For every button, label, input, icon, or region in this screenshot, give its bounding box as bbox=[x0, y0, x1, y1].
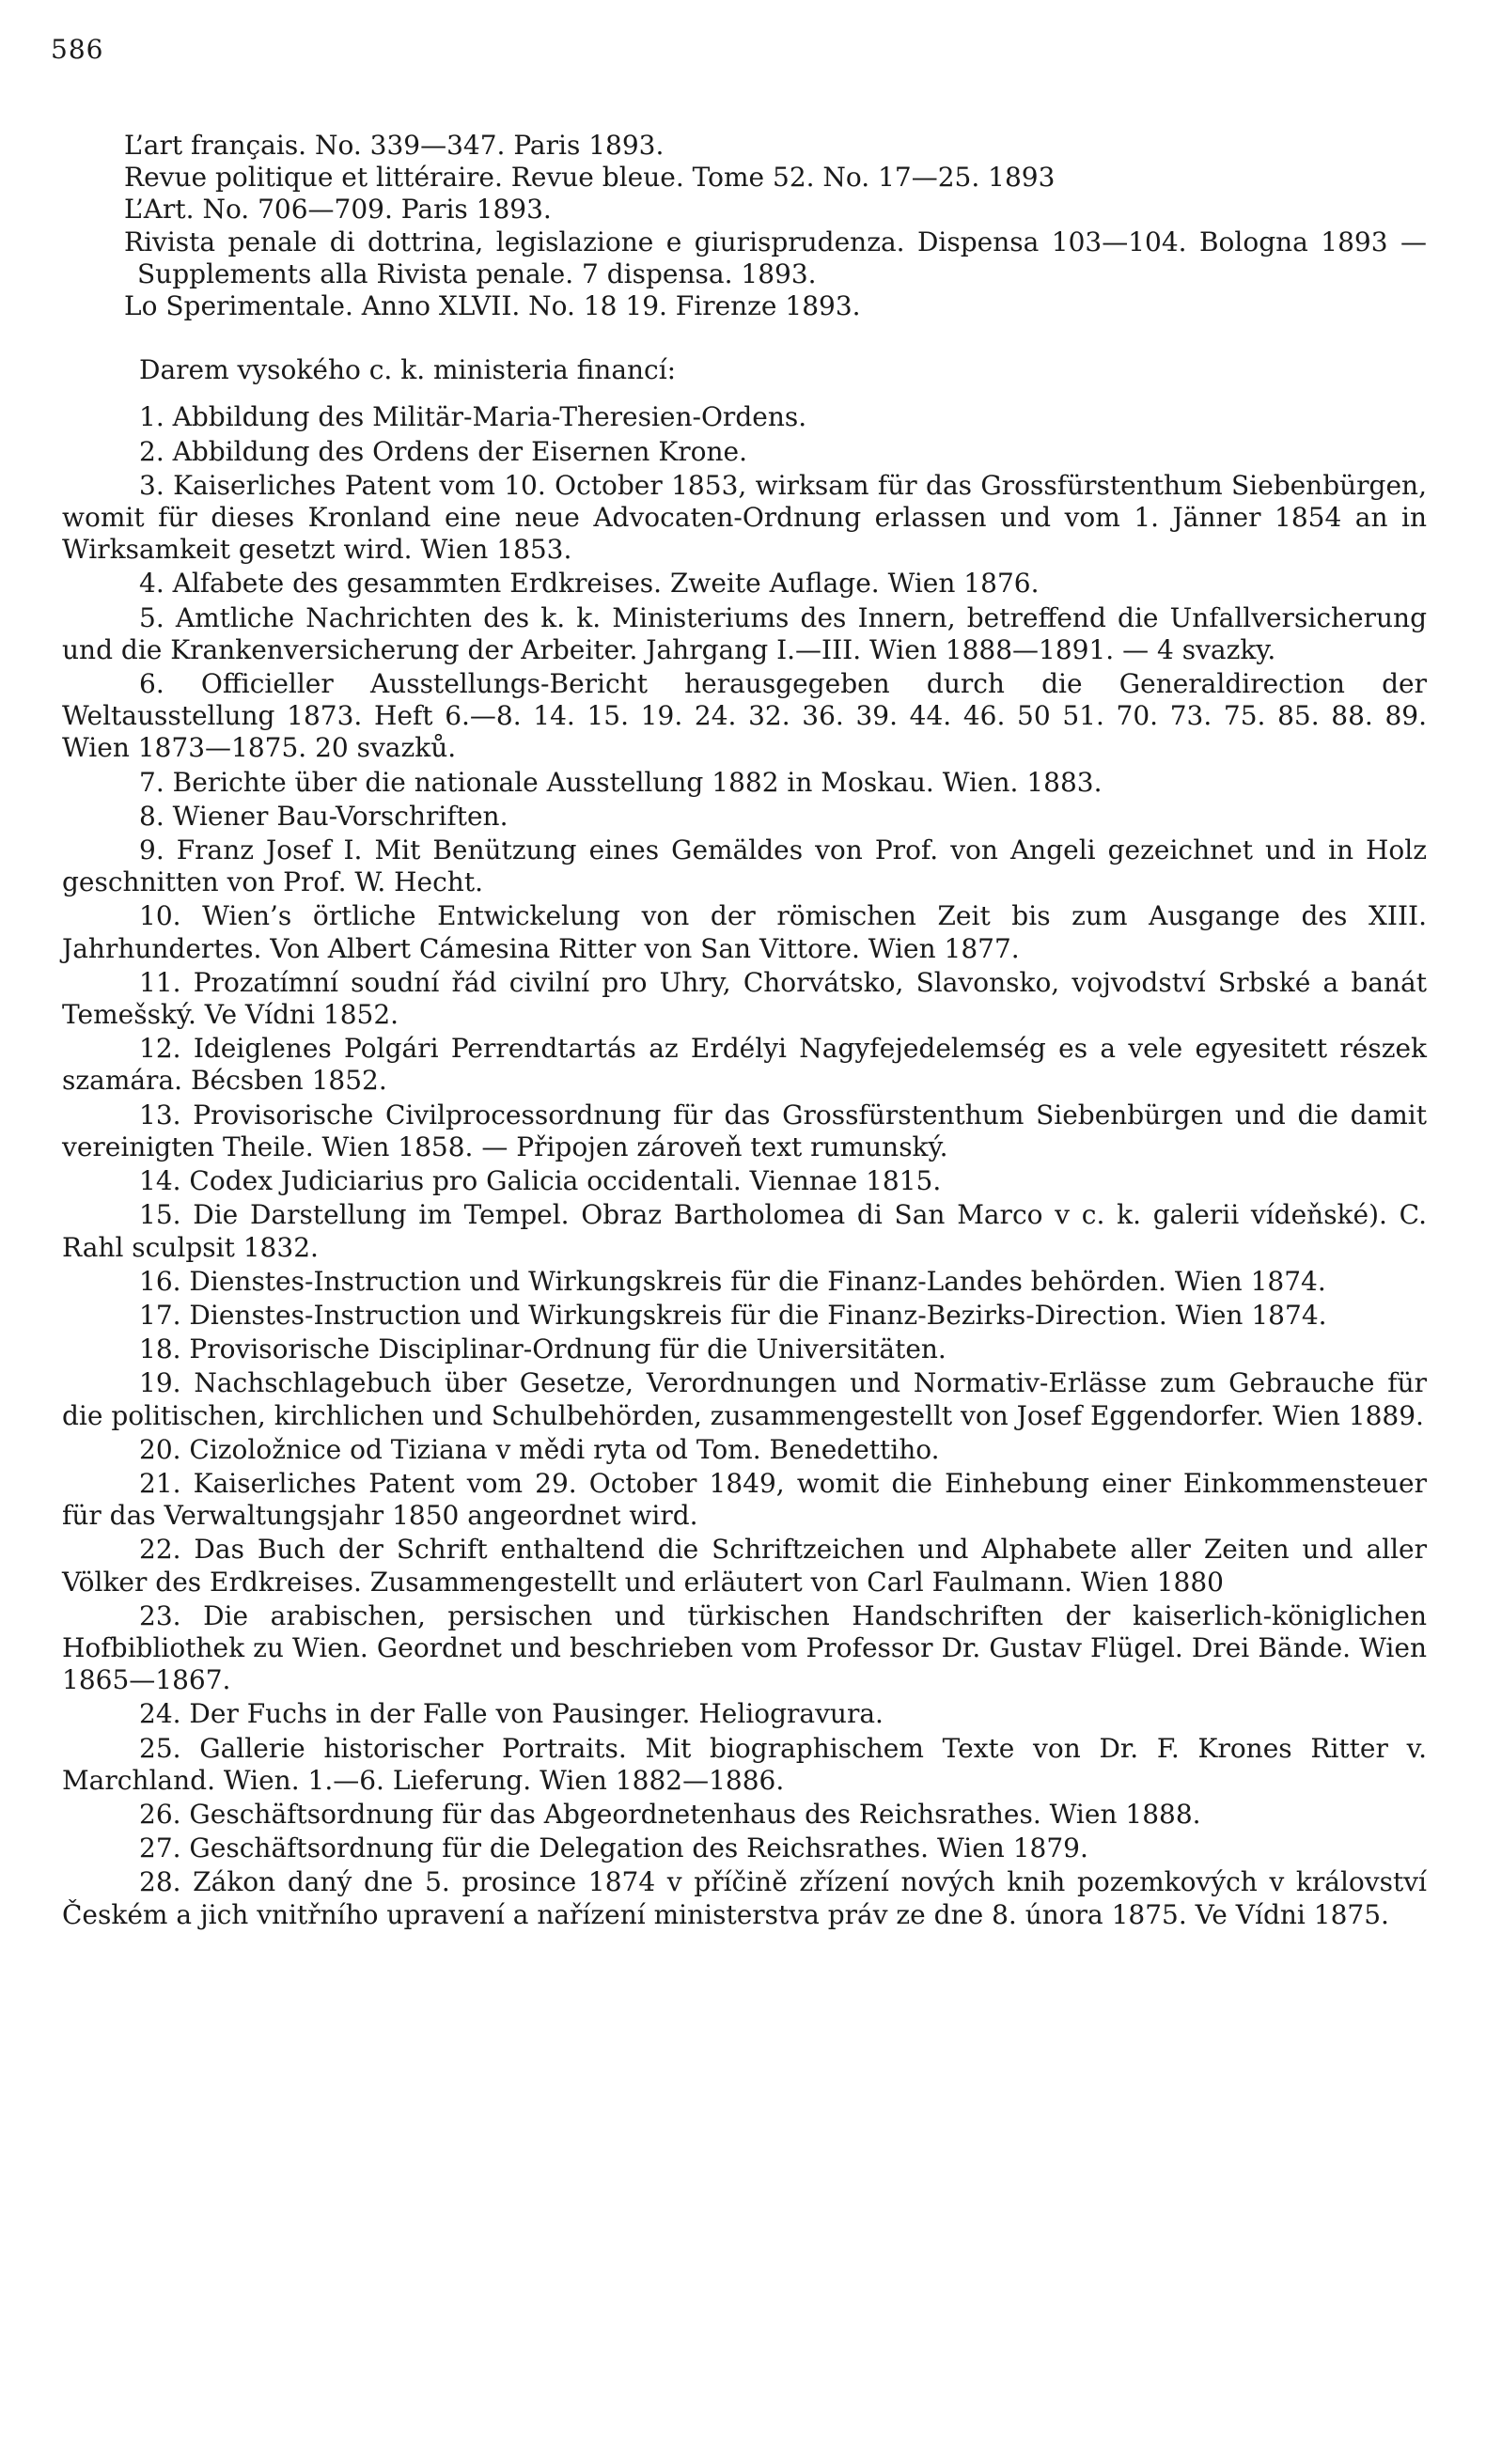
page-number: 586 bbox=[51, 34, 104, 65]
list-item: 16. Dienstes-Instruction und Wirkungskreis für die Finanz-Landes behörden. Wien 1874. bbox=[139, 1265, 1326, 1297]
list-item: 27. Geschäftsordnung für die Delegation des Reichsrathes. Wien 1879. bbox=[139, 1832, 1088, 1864]
donor-heading: Darem vysokého c. k. ministeria financí: bbox=[139, 354, 677, 386]
list-item: 8. Wiener Bau-Vorschriften. bbox=[139, 800, 508, 832]
list-item: 6. Officieller Ausstellungs-Bericht herausgegeben durch die Generaldirection der Weltausstellung 1873. Heft 6.—8. 14. 15. 19. 24. 32. 36. 39. 44. 46. 50 51. 70. 73. 75. 85. 88. 89. Wien 1873—1875. 20 svazků. bbox=[62, 668, 1427, 764]
list-item: 17. Dienstes-Instruction und Wirkungskreis für die Finanz-Bezirks-Direction. Wien 1874. bbox=[139, 1299, 1327, 1331]
page-content bbox=[62, 130, 1427, 1933]
periodical-entry: Lo Sperimentale. Anno XLVII. No. 18 19. Firenze 1893. bbox=[124, 290, 861, 322]
donation-list bbox=[62, 401, 1427, 1930]
list-item: 9. Franz Josef I. Mit Benützung eines Gemäldes von Prof. von Angeli gezeichnet und in Holz geschnitten von Prof. W. Hecht. bbox=[62, 834, 1427, 898]
list-item: 26. Geschäftsordnung für das Abgeordnetenhaus des Reichsrathes. Wien 1888. bbox=[139, 1798, 1201, 1830]
periodical-entry: Rivista penale di dottrina, legislazione e giurisprudenza. Dispensa 103—104. Bologna 1893 — Supplements alla Rivista penale. 7 dispensa. 1893. bbox=[124, 226, 1427, 289]
list-item: 18. Provisorische Disciplinar-Ordnung für die Universitäten. bbox=[139, 1333, 946, 1365]
list-item: 7. Berichte über die nationale Ausstellung 1882 in Moskau. Wien. 1883. bbox=[139, 766, 1103, 798]
list-item: 23. Die arabischen, persischen und türkischen Handschriften der kaiserlich-königlichen Hofbibliothek zu Wien. Geordnet und beschrieben vom Professor Dr. Gustav Flügel. Drei Bände. Wien 1865—1867. bbox=[62, 1599, 1427, 1696]
list-item: 3. Kaiserliches Patent vom 10. October 1853, wirksam für das Grossfürstenthum Siebenbürgen, womit für dieses Kronland eine neue Advocaten-Ordnung erlassen und vom 1. Jänner 1854 an in Wirksamkeit gesetzt wird. Wien 1853. bbox=[62, 469, 1427, 566]
list-item: 12. Ideiglenes Polgári Perrendtartás az Erdélyi Nagyfejedelemség es a vele egyesitett részek szamára. Bécsben 1852. bbox=[62, 1033, 1427, 1097]
list-item: 4. Alfabete des gesammten Erdkreises. Zweite Auflage. Wien 1876. bbox=[139, 568, 1040, 600]
list-item: 28. Zákon daný dne 5. prosince 1874 v příčině zřízení nových knih pozemkových v království Českém a jich vnitřního upravení a nařízení ministerstva práv ze dne 8. února 1875. Ve Vídni 1875. bbox=[62, 1866, 1427, 1930]
list-item: 22. Das Buch der Schrift enthaltend die Schriftzeichen und Alphabete aller Zeiten und aller Völker des Erdkreises. Zusammengestellt und erläutert von Carl Faulmann. Wien 1880 bbox=[62, 1534, 1427, 1598]
periodical-entry: Revue politique et littéraire. Revue bleue. Tome 52. No. 17—25. 1893 bbox=[124, 162, 1056, 194]
list-item: 15. Die Darstellung im Tempel. Obraz Bartholomea di San Marco v c. k. galerii vídeňské). C. Rahl sculpsit 1832. bbox=[62, 1199, 1427, 1263]
list-item: 21. Kaiserliches Patent vom 29. October 1849, womit die Einhebung einer Einkommensteuer für das Verwaltungsjahr 1850 angeordnet wird. bbox=[62, 1467, 1427, 1532]
list-item: 13. Provisorische Civilprocessordnung für das Grossfürstenthum Siebenbürgen und die damit vereinigten Theile. Wien 1858. — Připojen zároveň text rumunský. bbox=[62, 1099, 1427, 1162]
list-item: 24. Der Fuchs in der Falle von Pausinger. Heliogravura. bbox=[139, 1698, 884, 1730]
list-item: 20. Cizoložnice od Tiziana v mědi ryta od Tom. Benedettiho. bbox=[139, 1433, 940, 1465]
list-item: 5. Amtliche Nachrichten des k. k. Ministeriums des Innern, betreffend die Unfallversicherung und die Krankenversicherung der Arbeiter. Jahrgang I.—III. Wien 1888—1891. — 4 svazky. bbox=[62, 601, 1427, 665]
list-item: 1. Abbildung des Militär-Maria-Theresien-Ordens. bbox=[139, 401, 807, 433]
list-item: 14. Codex Judiciarius pro Galicia occidentali. Viennae 1815. bbox=[139, 1165, 942, 1197]
list-item: 2. Abbildung des Ordens der Eisernen Krone. bbox=[139, 435, 748, 467]
periodical-entry: L’Art. No. 706—709. Paris 1893. bbox=[124, 194, 552, 226]
list-item: 25. Gallerie historischer Portraits. Mit biographischem Texte von Dr. F. Krones Ritter v. Marchland. Wien. 1.—6. Lieferung. Wien 1882—1886. bbox=[62, 1732, 1427, 1796]
list-item: 10. Wien’s örtliche Entwickelung von der römischen Zeit bis zum Ausgange des XIII. Jahrhundertes. Von Albert Cámesina Ritter von San Vittore. Wien 1877. bbox=[62, 900, 1427, 964]
list-item: 11. Prozatímní soudní řád civilní pro Uhry, Chorvátsko, Slavonsko, vojvodství Srbské a banát Temešský. Ve Vídni 1852. bbox=[62, 966, 1427, 1031]
list-item: 19. Nachschlagebuch über Gesetze, Verordnungen und Normativ-Erlässe zum Gebrauche für die politischen, kirchlichen und Schulbehörden, zusammengestellt von Josef Eggendorfer. Wien 1889. bbox=[62, 1367, 1427, 1431]
periodical-entry: L’art français. No. 339—347. Paris 1893. bbox=[124, 130, 665, 161]
periodicals-list bbox=[62, 130, 1427, 322]
